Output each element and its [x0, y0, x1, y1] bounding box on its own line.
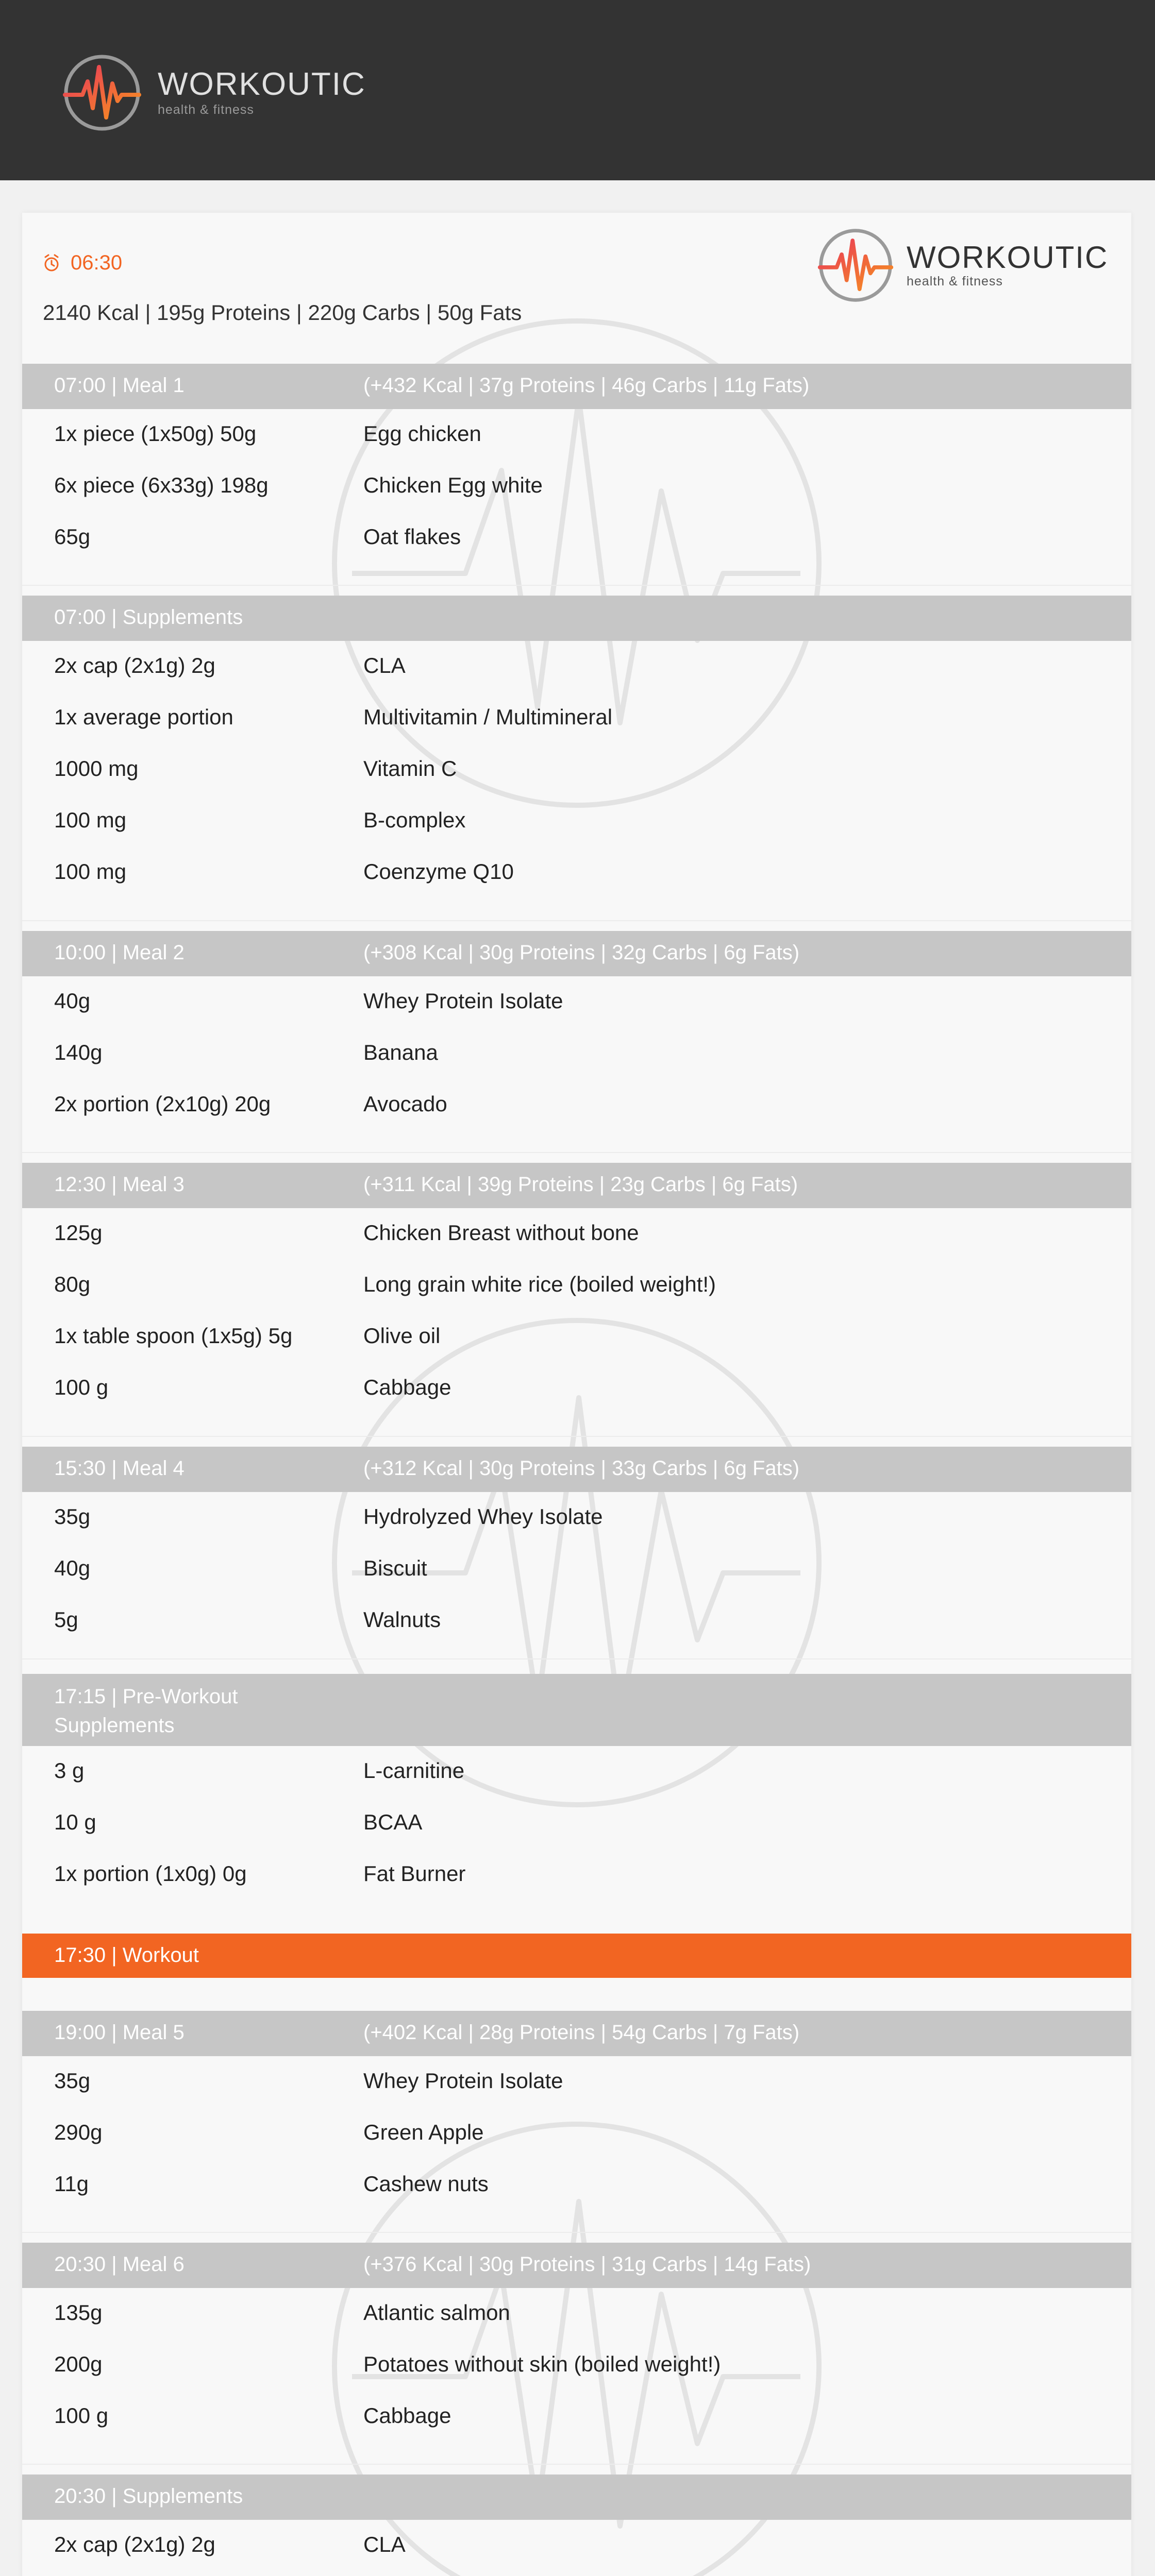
list-item	[22, 1260, 1131, 1311]
item-food: Potatoes without skin (boiled weight!)	[363, 2352, 721, 2376]
item-amount: 100 g	[54, 1375, 109, 1399]
workoutic-logo-icon	[816, 226, 895, 305]
section-macros: (+312 Kcal | 30g Proteins | 33g Carbs | 6g Fats)	[363, 1457, 800, 1480]
item-amount: 125g	[54, 1221, 103, 1245]
workout-header	[22, 1934, 1131, 1978]
section-macros: (+402 Kcal | 28g Proteins | 54g Carbs | 7g Fats)	[363, 2021, 800, 2044]
item-amount: 1x average portion	[54, 705, 233, 729]
brand-tagline: health & fitness	[907, 274, 1003, 289]
section-title: 20:30 | Supplements	[54, 2485, 243, 2507]
item-food: L-carnitine	[363, 1758, 465, 1783]
list-item	[22, 461, 1131, 512]
list-item	[22, 847, 1131, 899]
brand-tagline: health & fitness	[158, 103, 254, 117]
list-item	[22, 1028, 1131, 1079]
list-item	[22, 1208, 1131, 1260]
item-amount: 5g	[54, 1607, 78, 1632]
list-item	[22, 641, 1131, 692]
list-item	[22, 1492, 1131, 1544]
item-amount: 2x cap (2x1g) 2g	[54, 2532, 215, 2556]
item-amount: 290g	[54, 2120, 103, 2144]
section-title: 07:00 | Meal 1	[54, 374, 185, 397]
list-item	[22, 1798, 1131, 1849]
item-amount: 80g	[54, 1272, 91, 1296]
item-food: Biscuit	[363, 1556, 427, 1580]
item-amount: 65g	[54, 524, 91, 549]
item-food: B-complex	[363, 808, 466, 832]
item-food: Hydrolyzed Whey Isolate	[363, 1504, 603, 1529]
item-amount: 3 g	[54, 1758, 85, 1783]
section-divider	[22, 585, 1131, 586]
section-title: 19:00 | Meal 5	[54, 2021, 185, 2044]
item-food: Egg chicken	[363, 421, 481, 446]
section-title: 20:30 | Meal 6	[54, 2253, 185, 2276]
brand-name: WORKOUTIC	[907, 240, 1109, 275]
item-food: Banana	[363, 1040, 438, 1064]
meal-plan-card	[22, 213, 1131, 2576]
item-amount: 100 g	[54, 2403, 109, 2428]
section-title: 17:15 | Pre-Workout Supplements	[54, 1685, 238, 1737]
list-item	[22, 1746, 1131, 1798]
item-amount: 100 mg	[54, 808, 127, 832]
item-amount: 6x piece (6x33g) 198g	[54, 473, 269, 497]
item-food: Cabbage	[363, 1375, 451, 1399]
wake-time	[43, 251, 122, 275]
section-title: 15:30 | Meal 4	[54, 1457, 185, 1480]
section-header	[22, 931, 1131, 976]
section-header	[22, 2475, 1131, 2520]
section-header	[22, 364, 1131, 409]
item-amount: 100 mg	[54, 859, 127, 884]
top-header	[0, 0, 1155, 180]
item-amount: 10 g	[54, 1810, 96, 1834]
item-food: Fat Burner	[363, 1861, 466, 1886]
section-header	[22, 2243, 1131, 2288]
section-macros: (+311 Kcal | 39g Proteins | 23g Carbs | 6g Fats)	[363, 1173, 798, 1196]
list-item	[22, 1363, 1131, 1414]
list-item	[22, 1544, 1131, 1595]
item-food: Vitamin C	[363, 756, 457, 781]
item-amount: 2x cap (2x1g) 2g	[54, 653, 215, 677]
section-divider	[22, 2232, 1131, 2233]
item-amount: 1x table spoon (1x5g) 5g	[54, 1324, 293, 1348]
header-logo[interactable]	[61, 52, 366, 134]
item-amount: 1000 mg	[54, 756, 139, 781]
section-title: 10:00 | Meal 2	[54, 941, 185, 964]
item-food: Cashew nuts	[363, 2172, 489, 2196]
item-amount: 40g	[54, 989, 91, 1013]
item-food: Whey Protein Isolate	[363, 2069, 563, 2093]
daily-macro-summary: 2140 Kcal | 195g Proteins | 220g Carbs | 50g Fats	[43, 300, 522, 325]
list-item	[22, 2108, 1131, 2159]
section-title: 12:30 | Meal 3	[54, 1173, 185, 1196]
section-macros: (+376 Kcal | 30g Proteins | 31g Carbs | 14g Fats)	[363, 2253, 811, 2276]
section-divider	[22, 1436, 1131, 1437]
list-item	[22, 2340, 1131, 2391]
card-logo	[816, 226, 1108, 305]
item-food: Chicken Egg white	[363, 473, 543, 497]
list-item	[22, 2520, 1131, 2571]
section-divider	[22, 1658, 1131, 1659]
list-item	[22, 1849, 1131, 1901]
item-food: Cabbage	[363, 2403, 451, 2428]
section-header	[22, 2011, 1131, 2056]
item-amount: 1x portion (1x0g) 0g	[54, 1861, 247, 1886]
brand-name: WORKOUTIC	[158, 66, 366, 102]
item-food: Atlantic salmon	[363, 2300, 510, 2325]
item-amount: 2x portion (2x10g) 20g	[54, 1092, 271, 1116]
list-item	[22, 512, 1131, 564]
list-item	[22, 2571, 1131, 2576]
section-macros: (+432 Kcal | 37g Proteins | 46g Carbs | 11g Fats)	[363, 374, 810, 397]
list-item	[22, 409, 1131, 461]
item-amount: 35g	[54, 1504, 91, 1529]
section-title: 07:00 | Supplements	[54, 606, 243, 629]
list-item	[22, 1595, 1131, 1647]
item-food: CLA	[363, 653, 406, 677]
list-item	[22, 2391, 1131, 2443]
list-item	[22, 2056, 1131, 2108]
item-amount: 1x piece (1x50g) 50g	[54, 421, 257, 446]
item-amount: 135g	[54, 2300, 103, 2325]
list-item	[22, 976, 1131, 1028]
section-divider	[22, 1152, 1131, 1153]
section-header	[22, 1163, 1131, 1208]
wake-time-value: 06:30	[71, 251, 123, 274]
section-header	[22, 596, 1131, 641]
section-divider	[22, 2464, 1131, 2465]
list-item	[22, 2159, 1131, 2211]
item-food: Green Apple	[363, 2120, 484, 2144]
item-food: Whey Protein Isolate	[363, 989, 563, 1013]
item-food: Olive oil	[363, 1324, 441, 1348]
item-food: Chicken Breast without bone	[363, 1221, 639, 1245]
item-amount: 200g	[54, 2352, 103, 2376]
alarm-clock-icon	[43, 253, 60, 273]
item-amount: 40g	[54, 1556, 91, 1580]
item-food: Multivitamin / Multimineral	[363, 705, 613, 729]
item-food: Oat flakes	[363, 524, 461, 549]
section-title: 17:30 | Workout	[54, 1944, 199, 1967]
item-food: CLA	[363, 2532, 406, 2556]
workoutic-logo-icon	[61, 52, 143, 134]
item-food: Coenzyme Q10	[363, 859, 514, 884]
item-food: BCAA	[363, 1810, 423, 1834]
item-amount: 11g	[54, 2172, 89, 2196]
item-food: Walnuts	[363, 1607, 441, 1632]
list-item	[22, 744, 1131, 795]
section-header	[22, 1674, 1131, 1746]
list-item	[22, 795, 1131, 847]
list-item	[22, 692, 1131, 744]
section-divider	[22, 920, 1131, 921]
item-food: Avocado	[363, 1092, 447, 1116]
list-item	[22, 2288, 1131, 2340]
section-header	[22, 1447, 1131, 1492]
list-item	[22, 1079, 1131, 1131]
list-item	[22, 1311, 1131, 1363]
item-amount: 35g	[54, 2069, 91, 2093]
section-macros: (+308 Kcal | 30g Proteins | 32g Carbs | 6g Fats)	[363, 941, 800, 964]
item-food: Long grain white rice (boiled weight!)	[363, 1272, 716, 1296]
item-amount: 140g	[54, 1040, 103, 1064]
